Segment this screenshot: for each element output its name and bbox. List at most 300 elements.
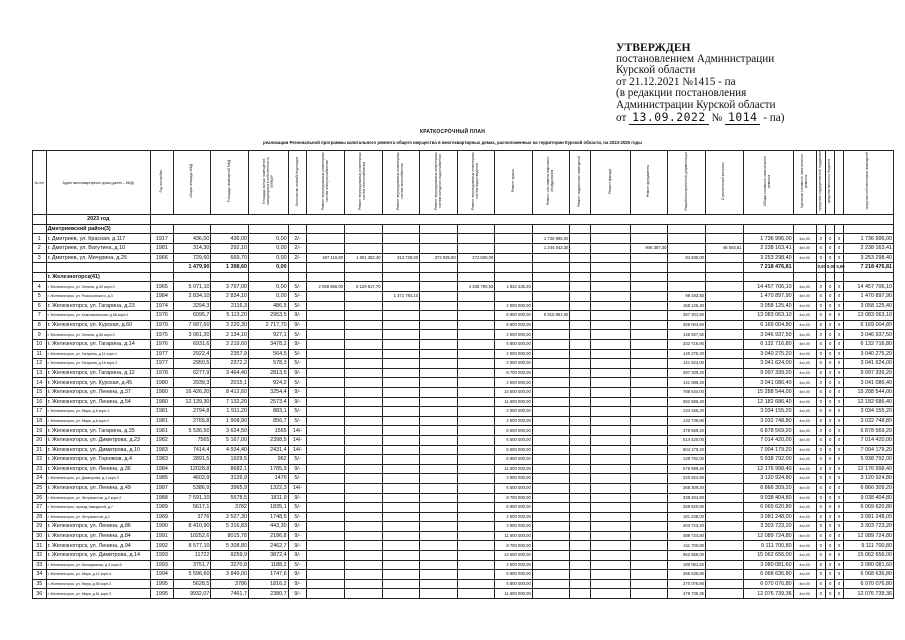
col-year: Год постройки <box>150 151 173 215</box>
area-premises: 8682,1 <box>211 464 249 474</box>
row-year: 1988 <box>150 493 173 503</box>
src-local: 0 <box>826 407 835 417</box>
src-state: 0 <box>816 560 825 570</box>
unit-cost: 4xx,00 <box>793 311 816 321</box>
src-owners: 12 176 998,40 <box>843 464 893 474</box>
work-cost-10 <box>630 560 668 570</box>
col-work-11: Разработка проектной документации <box>668 151 706 215</box>
work-cost-7 <box>532 416 570 426</box>
work-cost-5 <box>457 426 495 436</box>
src-owners: 6 132 716,80 <box>843 340 893 350</box>
work-cost-2 <box>345 483 383 493</box>
work-cost-9 <box>591 416 631 426</box>
src-state <box>816 272 825 282</box>
col-work-12: Строительный контроль <box>706 151 744 215</box>
work-cost-1 <box>307 570 345 580</box>
work-cost-7: 1 244 042,30 <box>532 244 570 254</box>
src-local: 0 <box>826 340 835 350</box>
approval-line: от 21.12.2021 №1415 - па <box>616 75 736 88</box>
table-row <box>33 407 894 417</box>
work-cost-8 <box>570 387 591 397</box>
table-row <box>33 445 894 455</box>
work-cost-9 <box>591 359 631 369</box>
col-src-3 <box>835 151 843 215</box>
floors: 9/- <box>288 368 307 378</box>
work-cost-12 <box>706 541 744 551</box>
src-owners: 1 736 996,00 <box>843 234 893 244</box>
row-num: 9 <box>33 330 47 340</box>
cost-total: 6 069 620,80 <box>743 503 793 513</box>
table-row <box>33 368 894 378</box>
work-cost-12 <box>706 340 744 350</box>
cost-total: 6 068 636,80 <box>743 570 793 580</box>
area-total: 10252,6 <box>173 531 211 541</box>
work-cost-3 <box>382 340 420 350</box>
row-year: 1989 <box>150 512 173 522</box>
work-cost-7 <box>532 292 570 302</box>
work-cost-3 <box>382 579 420 589</box>
work-cost-6: 5 800 000,00 <box>495 455 533 465</box>
src-other: 0 <box>835 579 843 589</box>
row-num: 13 <box>33 368 47 378</box>
table-cell <box>668 272 706 282</box>
plan-title: КРАТКОСРОЧНЫЙ ПЛАН <box>420 129 485 135</box>
src-state: 0 <box>816 378 825 388</box>
row-address: г. Железногорск, ул. Горняков, д.4 <box>46 455 150 465</box>
work-cost-2 <box>345 455 383 465</box>
src-local: 0 <box>826 359 835 369</box>
work-cost-8 <box>570 551 591 561</box>
table-cell <box>307 272 345 282</box>
work-cost-11: 788 544,00 <box>668 387 706 397</box>
col-work-7: Ремонт или замена лифтового оборудования <box>532 151 570 215</box>
work-cost-4 <box>420 426 458 436</box>
unit-cost: 4xx,00 <box>793 320 816 330</box>
table-cell <box>420 263 458 273</box>
row-year: 1977 <box>150 349 173 359</box>
work-cost-12 <box>706 234 744 244</box>
work-cost-4 <box>420 445 458 455</box>
src-local: 0 <box>826 570 835 580</box>
work-cost-2 <box>345 589 383 599</box>
src-state <box>816 224 825 234</box>
area-premises: 3 464,40 <box>211 368 249 378</box>
src-local: 0 <box>826 579 835 589</box>
unit-cost: 4xx,00 <box>793 503 816 513</box>
work-cost-6: 2 900 000,00 <box>495 522 533 532</box>
table-row <box>33 579 894 589</box>
row-address: г. Дмитриев, ул. Ватутина, д.10 <box>46 244 150 254</box>
row-address: г. Железногорск, ул. Ленина, д.84 <box>46 531 150 541</box>
table-row <box>33 426 894 436</box>
work-cost-5 <box>457 407 495 417</box>
work-cost-5 <box>457 340 495 350</box>
area-residential: 2186,8 <box>249 531 289 541</box>
table-cell <box>345 272 383 282</box>
floors: 5/- <box>288 359 307 369</box>
area-total: 5 071,10 <box>173 282 211 292</box>
work-cost-6: 11 600 000,00 <box>495 397 533 407</box>
table-row <box>33 560 894 570</box>
table-row <box>33 378 894 388</box>
work-cost-4 <box>420 349 458 359</box>
area-residential: 927,1 <box>249 330 289 340</box>
work-cost-12 <box>706 387 744 397</box>
src-other: 0 <box>835 311 843 321</box>
work-cost-5 <box>457 416 495 426</box>
row-address: г. Железногорск, ул. Гагарина, д.23 <box>46 301 150 311</box>
approval-amendment-line <box>616 109 896 125</box>
unit-cost: 4xx,00 <box>793 416 816 426</box>
area-total: 5386,9 <box>173 483 211 493</box>
area-total: 5617,1 <box>173 503 211 513</box>
src-local: 0 <box>826 474 835 484</box>
src-owners: 3 040 275,20 <box>843 349 893 359</box>
area-residential <box>249 272 289 282</box>
area-premises: 2116,3 <box>211 301 249 311</box>
work-cost-1 <box>307 426 345 436</box>
src-owners: 6 878 569,20 <box>843 426 893 436</box>
work-cost-6: 5 800 000,00 <box>495 320 533 330</box>
src-state: 0 <box>816 483 825 493</box>
src-local: 0 <box>826 234 835 244</box>
work-cost-5 <box>457 244 495 254</box>
row-year: 1987 <box>150 483 173 493</box>
cost-total: 9 038 404,80 <box>743 493 793 503</box>
src-local: 0 <box>826 560 835 570</box>
area-total: 2891,5 <box>173 455 211 465</box>
cost-total: 2 238 163,41 <box>743 244 793 254</box>
row-num: 15 <box>33 387 47 397</box>
src-local: 0 <box>826 282 835 292</box>
row-year: 1965 <box>150 282 173 292</box>
table-row <box>33 570 894 580</box>
work-cost-12 <box>706 474 744 484</box>
src-other: 0 <box>835 426 843 436</box>
row-address: г. Железногорск, ул. Энтузиастов, д.2 <box>46 512 150 522</box>
work-cost-10: 946 357,30 <box>630 244 668 254</box>
work-cost-3 <box>382 407 420 417</box>
src-state: 0 <box>816 282 825 292</box>
row-year: 1978 <box>150 368 173 378</box>
work-cost-8 <box>570 560 591 570</box>
area-total: 3751,7 <box>173 560 211 570</box>
area-residential: 962 <box>249 455 289 465</box>
work-cost-10 <box>630 407 668 417</box>
work-cost-9 <box>591 244 631 254</box>
area-residential: 1748,5 <box>249 512 289 522</box>
src-owners: 3 120 924,80 <box>843 474 893 484</box>
src-owners: 3 041 624,00 <box>843 359 893 369</box>
area-total: 11722 <box>173 551 211 561</box>
work-cost-11: 504 179,20 <box>668 445 706 455</box>
work-cost-11: 99 193,50 <box>668 292 706 302</box>
area-total: 2794,8 <box>173 407 211 417</box>
src-state: 0 <box>816 464 825 474</box>
src-state: 0 <box>816 579 825 589</box>
area-premises: 3126,9 <box>211 474 249 484</box>
area-residential: 0,00 <box>249 253 289 263</box>
work-cost-1 <box>307 378 345 388</box>
src-other: 0 <box>835 330 843 340</box>
work-cost-12 <box>706 579 744 589</box>
work-cost-5 <box>457 292 495 302</box>
work-cost-7 <box>532 560 570 570</box>
src-local: 0 <box>826 426 835 436</box>
col-work-10: Ремонт фундамента <box>630 151 668 215</box>
work-cost-6: 6 500 000,00 <box>495 483 533 493</box>
work-cost-7 <box>532 589 570 599</box>
work-cost-10 <box>630 282 668 292</box>
table-row <box>33 253 894 263</box>
work-cost-1 <box>307 493 345 503</box>
work-cost-4 <box>420 330 458 340</box>
row-address: г. Железногорск, ул. Мира, д.61 корп.3 <box>46 589 150 599</box>
table-body <box>33 215 894 599</box>
work-cost-2 <box>345 426 383 436</box>
src-state: 0 <box>816 426 825 436</box>
work-cost-10 <box>630 330 668 340</box>
work-cost-8 <box>570 340 591 350</box>
area-premises: 2357,9 <box>211 349 249 359</box>
work-cost-7 <box>532 512 570 522</box>
work-cost-6: 6 500 000,00 <box>495 445 533 455</box>
cost-total: 7 004 179,20 <box>743 445 793 455</box>
work-cost-9 <box>591 292 631 302</box>
table-cell <box>345 224 383 234</box>
area-premises: 2 134,10 <box>211 330 249 340</box>
src-other: 0 <box>835 512 843 522</box>
unit-cost: 4xx,00 <box>793 244 816 254</box>
work-cost-2 <box>345 416 383 426</box>
src-owners: 2 238 163,41 <box>843 244 893 254</box>
floors: 2/- <box>288 253 307 263</box>
table-cell <box>630 272 668 282</box>
work-cost-7 <box>532 349 570 359</box>
work-cost-6: 11 600 000,00 <box>495 464 533 474</box>
src-state: 0 <box>816 474 825 484</box>
work-cost-7 <box>532 551 570 561</box>
src-local: 0 <box>826 512 835 522</box>
floors: 5/- <box>288 301 307 311</box>
work-cost-2 <box>345 320 383 330</box>
work-cost-1 <box>307 301 345 311</box>
area-total: 314,30 <box>173 244 211 254</box>
row-address: г. Железногорск, ул. Комсомольская, д.56 корп.2 <box>46 311 150 321</box>
work-cost-1 <box>307 579 345 589</box>
work-cost-11: 132 748,80 <box>668 416 706 426</box>
area-residential: 883,1 <box>249 407 289 417</box>
col-work-3: Ремонт внутридомовых инженерных систем газоснабжения <box>382 151 420 215</box>
work-cost-8 <box>570 368 591 378</box>
floors: 5/- <box>288 503 307 513</box>
area-premises: 7461,7 <box>211 589 249 599</box>
work-cost-8 <box>570 311 591 321</box>
work-cost-12 <box>706 397 744 407</box>
work-cost-8 <box>570 464 591 474</box>
unit-cost: 4xx,00 <box>793 234 816 244</box>
col-work-4: Ремонт внутридомовых инженерных систем холодного водоснабжения <box>420 151 458 215</box>
cost-total: 6 878 569,20 <box>743 426 793 436</box>
floors: 9/- <box>288 531 307 541</box>
table-cell <box>33 224 47 234</box>
row-address: г. Железногорск, ул. Ленина, д.32 корп.3 <box>46 282 150 292</box>
work-cost-11: 84 635,00 <box>668 253 706 263</box>
floors: 5/- <box>288 474 307 484</box>
src-local: 0 <box>826 330 835 340</box>
src-owners: 15 062 656,00 <box>843 551 893 561</box>
table-cell <box>457 224 495 234</box>
src-owners: 12 089 724,80 <box>843 531 893 541</box>
row-num: 12 <box>33 359 47 369</box>
work-cost-11: 158 125,40 <box>668 301 706 311</box>
table-cell <box>570 263 591 273</box>
work-cost-2 <box>345 445 383 455</box>
work-cost-4 <box>420 368 458 378</box>
src-local: 0 <box>826 551 835 561</box>
table-row <box>33 474 894 484</box>
row-year: 1981 <box>150 426 173 436</box>
src-other: 0 <box>835 349 843 359</box>
work-cost-3 <box>382 378 420 388</box>
work-cost-12 <box>706 531 744 541</box>
work-cost-7: 6 915 861,00 <box>532 311 570 321</box>
work-cost-7 <box>532 387 570 397</box>
row-num: 25 <box>33 483 47 493</box>
src-owners <box>843 272 893 282</box>
work-cost-5 <box>457 512 495 522</box>
work-cost-5 <box>457 579 495 589</box>
row-year: 1981 <box>150 407 173 417</box>
area-total: 2939,3 <box>173 378 211 388</box>
unit-cost: 4xx,00 <box>793 541 816 551</box>
area-premises: 5578,5 <box>211 493 249 503</box>
row-num: 23 <box>33 464 47 474</box>
work-cost-6 <box>495 244 533 254</box>
src-local: 0 <box>826 531 835 541</box>
work-cost-1 <box>307 551 345 561</box>
area-premises: 9259,9 <box>211 551 249 561</box>
work-cost-9 <box>591 579 631 589</box>
cost-total: 5 938 792,00 <box>743 455 793 465</box>
row-num: 29 <box>33 522 47 532</box>
work-cost-11: 366 309,20 <box>668 483 706 493</box>
area-total: 5 596,60 <box>173 570 211 580</box>
unit-cost: 4xx,00 <box>793 493 816 503</box>
unit-cost: 4xx,00 <box>793 560 816 570</box>
src-state: 0 <box>816 234 825 244</box>
work-cost-4 <box>420 589 458 599</box>
work-cost-11: 268 636,80 <box>668 570 706 580</box>
src-other: 0 <box>835 368 843 378</box>
area-residential: 0,00 <box>249 244 289 254</box>
area-total: 8 577,10 <box>173 541 211 551</box>
work-cost-8 <box>570 349 591 359</box>
work-cost-9 <box>591 407 631 417</box>
work-cost-2 <box>345 435 383 445</box>
cost-total: 12 176 998,40 <box>743 464 793 474</box>
col-area-residential: Площадь жилых помещений, находящихся в собственности граждан <box>249 151 289 215</box>
work-cost-6: 2 900 000,00 <box>495 359 533 369</box>
table-cell <box>150 272 173 282</box>
src-other: 0 <box>835 445 843 455</box>
work-cost-8 <box>570 445 591 455</box>
area-premises: 8 412,60 <box>211 387 249 397</box>
work-cost-3 <box>382 560 420 570</box>
row-address: г. Железногорск, ул. Гагарина, д.35 <box>46 426 150 436</box>
area-premises: 3 849,00 <box>211 570 249 580</box>
row-num: 33 <box>33 560 47 570</box>
src-state: 0 <box>816 387 825 397</box>
work-cost-8 <box>570 378 591 388</box>
work-cost-11: 403 723,20 <box>668 522 706 532</box>
district-row <box>33 272 894 282</box>
table-cell <box>288 224 307 234</box>
src-state: 0 <box>816 512 825 522</box>
work-cost-2 <box>345 531 383 541</box>
work-cost-12 <box>706 301 744 311</box>
work-cost-8 <box>570 455 591 465</box>
table-row <box>33 464 894 474</box>
work-cost-5 <box>457 435 495 445</box>
table-row <box>33 234 894 244</box>
src-other: 0 <box>835 416 843 426</box>
work-cost-10 <box>630 320 668 330</box>
col-src-2: средства местного бюджета <box>826 151 835 215</box>
work-cost-10 <box>630 253 668 263</box>
area-residential: 3872,4 <box>249 551 289 561</box>
src-local: 0 <box>826 397 835 407</box>
table-cell <box>307 224 345 234</box>
floors: 9/- <box>288 464 307 474</box>
src-state: 0 <box>816 340 825 350</box>
row-year: 1981 <box>150 416 173 426</box>
table-cell <box>706 224 744 234</box>
cost-total: 3 046 937,50 <box>743 330 793 340</box>
work-cost-6: 5 800 000,00 <box>495 503 533 513</box>
floors: 9/- <box>288 493 307 503</box>
unit-cost: 4xx,00 <box>793 483 816 493</box>
work-cost-2 <box>345 359 383 369</box>
table-cell <box>382 263 420 273</box>
work-cost-3 <box>382 464 420 474</box>
table-cell <box>307 263 345 273</box>
work-cost-7: 1 736 996,00 <box>532 234 570 244</box>
row-address: г. Железногорск, ул. Мира, д.12 корп.4 <box>46 570 150 580</box>
floors: 9/- <box>288 541 307 551</box>
col-work-5: Ремонт внутридомовых инженерных систем водоотведения <box>457 151 495 215</box>
area-total: 2950,5 <box>173 359 211 369</box>
work-cost-12 <box>706 378 744 388</box>
area-total: 5628,5 <box>173 579 211 589</box>
work-cost-12 <box>706 483 744 493</box>
row-year: 1975 <box>150 330 173 340</box>
floors: 9/- <box>288 589 307 599</box>
work-cost-10 <box>630 397 668 407</box>
area-residential: 486,5 <box>249 301 289 311</box>
work-cost-1 <box>307 340 345 350</box>
work-cost-4 <box>420 397 458 407</box>
src-local: 0 <box>826 301 835 311</box>
work-cost-12 <box>706 426 744 436</box>
work-cost-6: 2 900 000,00 <box>495 416 533 426</box>
work-cost-1 <box>307 560 345 570</box>
src-owners: 3 303 723,20 <box>843 522 893 532</box>
work-cost-5 <box>457 531 495 541</box>
work-cost-3 <box>382 282 420 292</box>
approval-prefix: от <box>616 111 627 124</box>
work-cost-12 <box>706 570 744 580</box>
